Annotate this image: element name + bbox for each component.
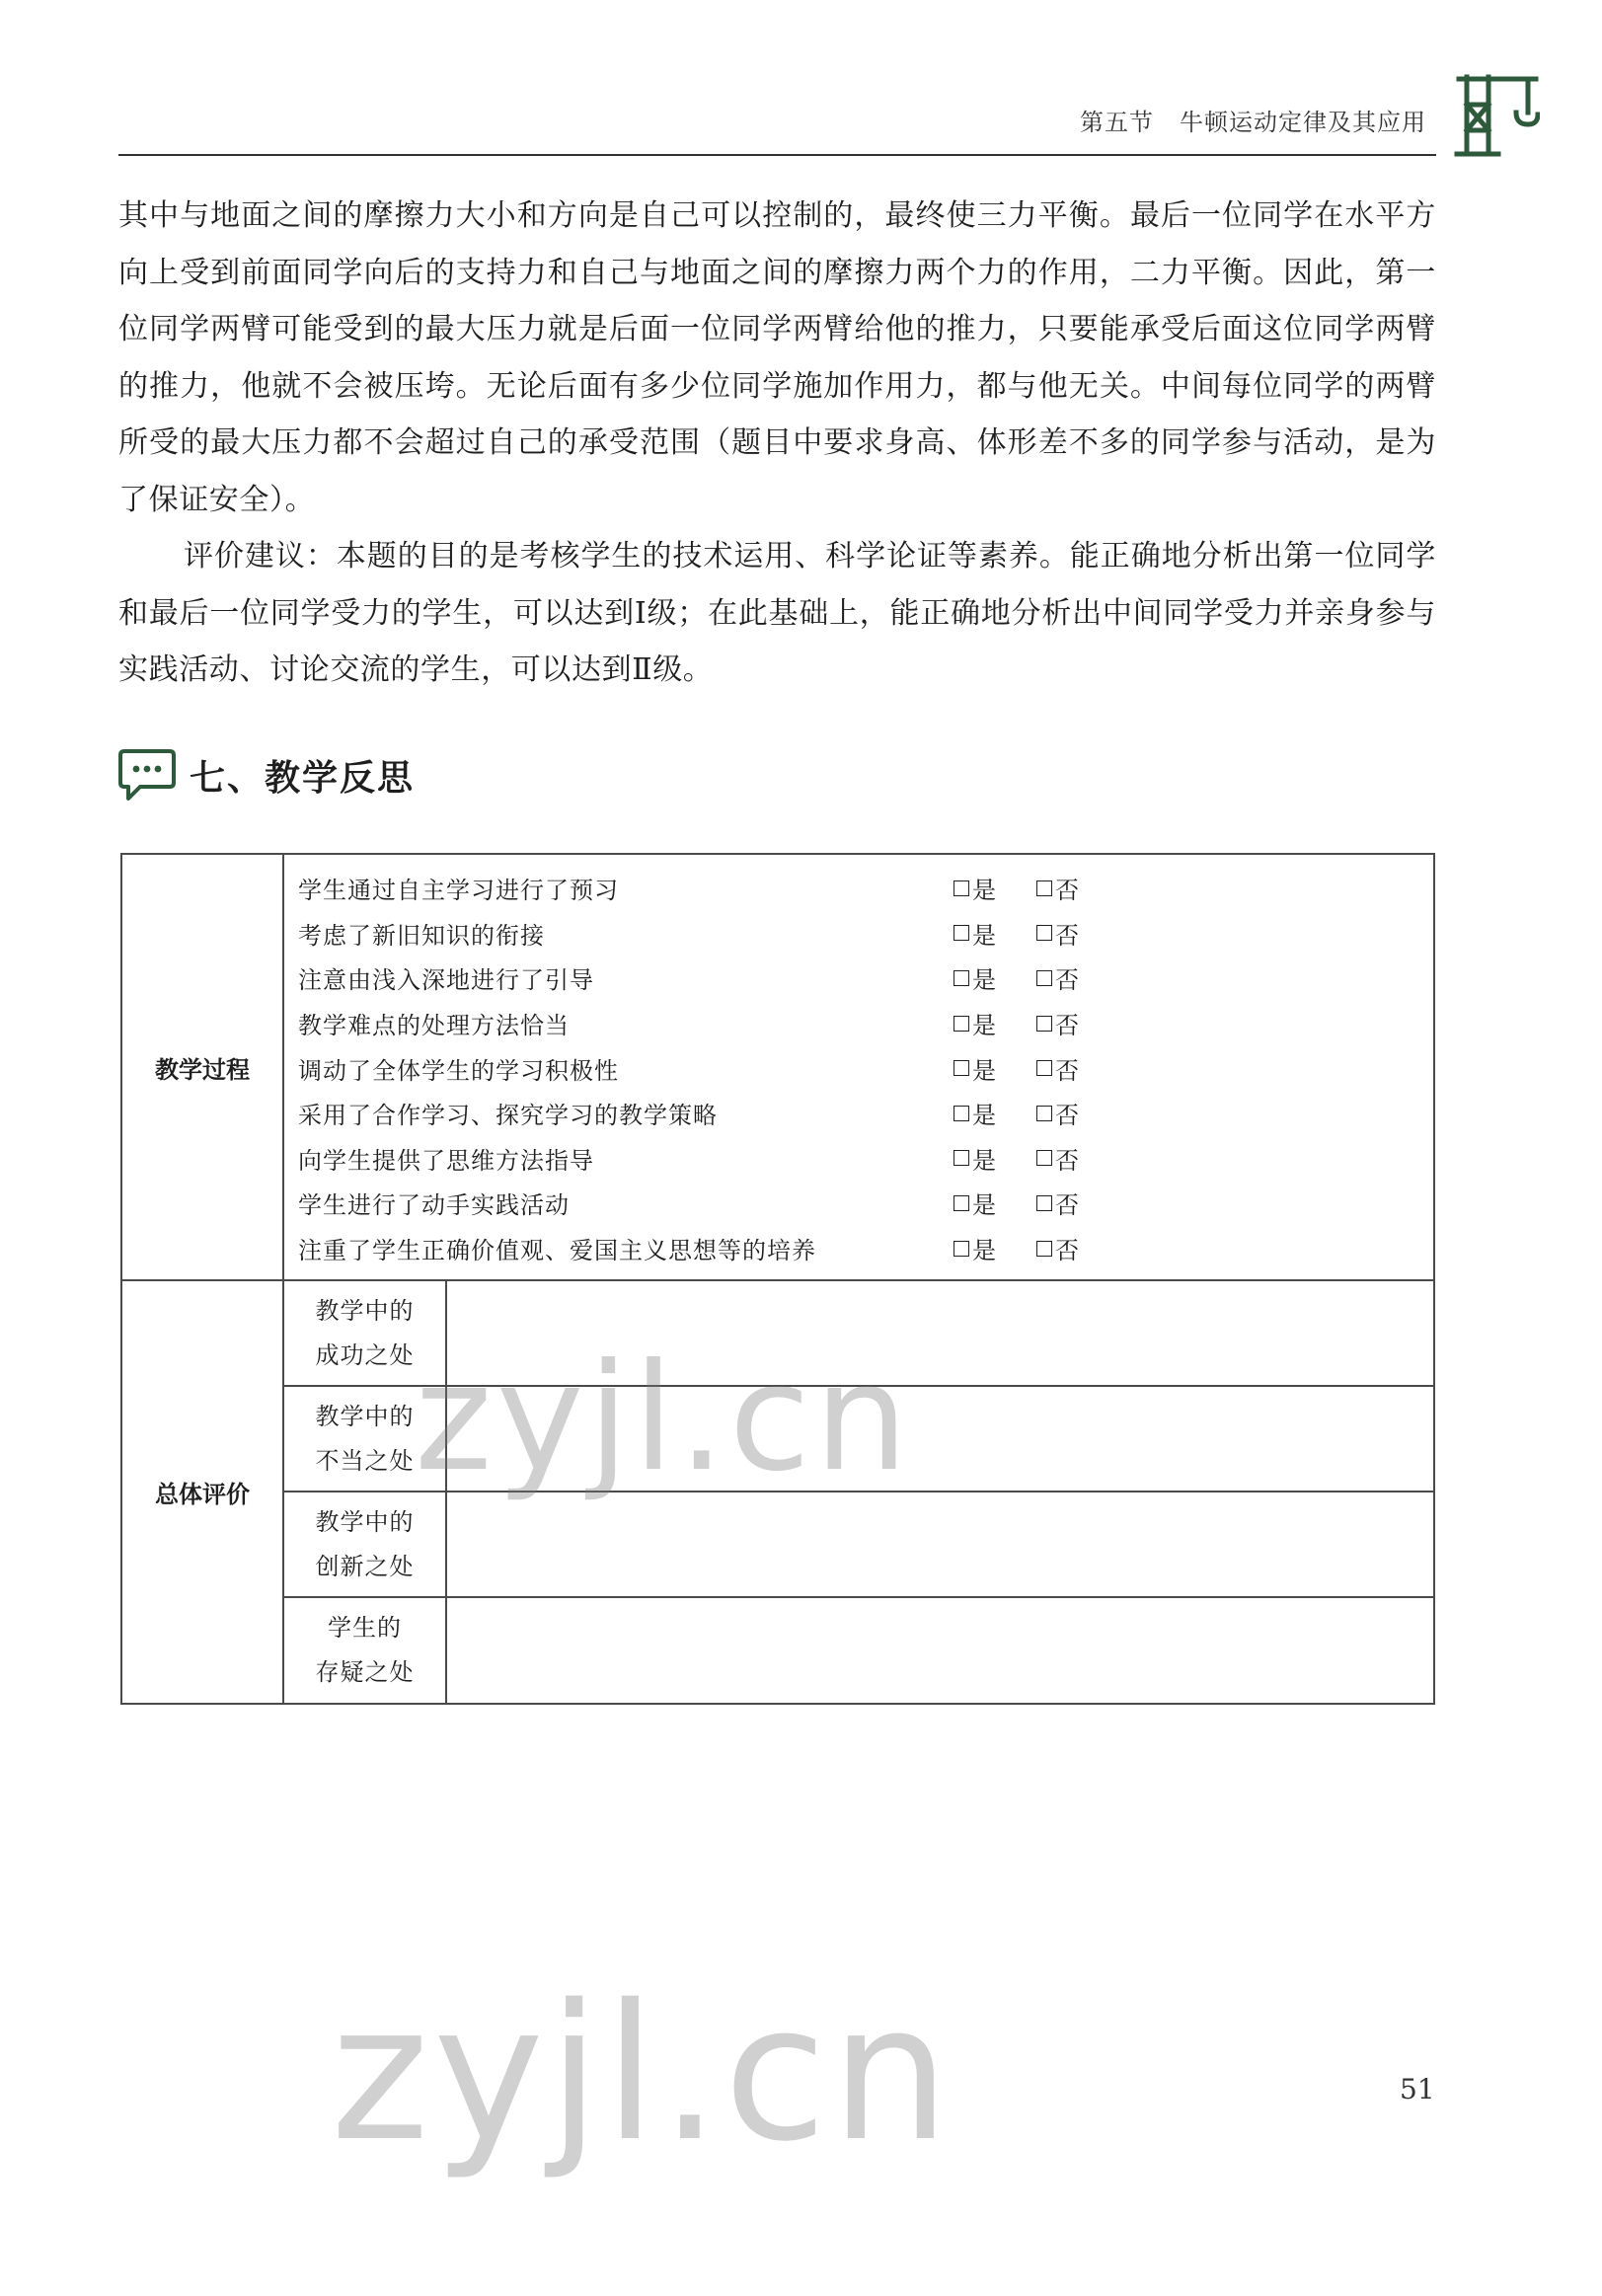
yes-checkbox[interactable] bbox=[954, 871, 1036, 905]
chapter-title: 牛顿运动定律及其应用 bbox=[1180, 109, 1426, 136]
checkbox-icon bbox=[1036, 1150, 1052, 1166]
checkbox-icon bbox=[1036, 880, 1052, 896]
section-label: 第五节 bbox=[1080, 109, 1154, 136]
evaluation-category-line: 教学中的 bbox=[315, 1507, 415, 1536]
overall-evaluation-label: 总体评价 bbox=[121, 1280, 283, 1704]
no-label: 否 bbox=[1055, 921, 1080, 950]
no-checkbox[interactable] bbox=[1036, 916, 1119, 951]
checklist-item bbox=[284, 956, 1433, 1001]
evaluation-category-line: 成功之处 bbox=[315, 1340, 415, 1369]
no-label: 否 bbox=[1055, 877, 1080, 905]
teaching-process-row bbox=[121, 854, 1434, 1280]
yes-checkbox[interactable] bbox=[954, 1186, 1036, 1220]
checklist-item-text: 注重了学生正确价值观、爱国主义思想等的培养 bbox=[298, 1237, 816, 1265]
checklist-item-text: 学生通过自主学习进行了预习 bbox=[298, 877, 619, 905]
process-checklist bbox=[283, 854, 1434, 1280]
checkbox-icon bbox=[954, 1241, 969, 1257]
no-checkbox[interactable] bbox=[1036, 1006, 1119, 1040]
evaluation-category bbox=[283, 1597, 446, 1704]
checkbox-icon bbox=[954, 1060, 969, 1076]
no-checkbox[interactable] bbox=[1036, 1231, 1119, 1265]
checklist-item-text: 学生进行了动手实践活动 bbox=[298, 1191, 570, 1220]
no-label: 否 bbox=[1055, 1146, 1080, 1175]
paragraph-2: 评价建议：本题的目的是考核学生的技术运用、科学论证等素养。能正确地分析出第一位同学和最后一位同学受力的学生，可以达到Ⅰ级；在此基础上，能正确地分析出中间同学受力并亲身参与实践活动、讨论交流的学生，可以达到Ⅱ级。 bbox=[118, 539, 1436, 687]
chapter-logo-icon bbox=[1453, 69, 1540, 160]
yes-checkbox[interactable] bbox=[954, 960, 1036, 995]
checkbox-icon bbox=[954, 880, 969, 896]
checkbox-icon bbox=[1036, 1016, 1052, 1032]
checkbox-icon bbox=[954, 1195, 969, 1211]
overall-evaluation-row bbox=[121, 1597, 1434, 1704]
yes-checkbox[interactable] bbox=[954, 1231, 1036, 1265]
no-label: 否 bbox=[1055, 1237, 1080, 1265]
checkbox-icon bbox=[954, 1106, 969, 1121]
no-label: 否 bbox=[1055, 966, 1080, 995]
evaluation-response-field[interactable] bbox=[446, 1597, 1434, 1704]
checkbox-icon bbox=[954, 1150, 969, 1166]
evaluation-category-line: 教学中的 bbox=[315, 1402, 415, 1430]
section-heading bbox=[118, 745, 415, 804]
watermark-text: zyjl.cn bbox=[415, 1333, 913, 1504]
checkbox-icon bbox=[1036, 1060, 1052, 1076]
watermark-text: zyjl.cn bbox=[331, 1964, 954, 2182]
no-checkbox[interactable] bbox=[1036, 1186, 1119, 1220]
yes-checkbox[interactable] bbox=[954, 1006, 1036, 1040]
checkbox-icon bbox=[1036, 1241, 1052, 1257]
checklist-item bbox=[284, 1136, 1433, 1182]
yes-label: 是 bbox=[972, 1012, 997, 1040]
no-checkbox[interactable] bbox=[1036, 1051, 1119, 1086]
yes-checkbox[interactable] bbox=[954, 1096, 1036, 1130]
no-checkbox[interactable] bbox=[1036, 871, 1119, 905]
speech-bubble-icon bbox=[118, 747, 176, 803]
no-label: 否 bbox=[1055, 1056, 1080, 1085]
yes-checkbox[interactable] bbox=[954, 1141, 1036, 1176]
paragraph-1: 其中与地面之间的摩擦力大小和方向是自己可以控制的，最终使三力平衡。最后一位同学在水平方向上受到前面同学向后的支持力和自己与地面之间的摩擦力两个力的作用，二力平衡。因此，第一位同学两臂可能受到的最大压力就是后面一位同学两臂给他的推力，只要能承受后面这位同学两臂的推力，他就不会被压垮。无论后面有多少位同学施加作用力，都与他无关。中间每位同学的两臂所受的最大压力都不会超过自己的承受范围（题目中要求身高、体形差不多的同学参与活动，是为了保证安全）。 bbox=[118, 198, 1436, 517]
page-number: 51 bbox=[1400, 2073, 1435, 2105]
checkbox-icon bbox=[1036, 1195, 1052, 1211]
evaluation-category-line: 存疑之处 bbox=[315, 1658, 415, 1687]
checklist-item bbox=[284, 1226, 1433, 1271]
checklist-item-text: 采用了合作学习、探究学习的教学策略 bbox=[298, 1102, 718, 1130]
no-label: 否 bbox=[1055, 1191, 1080, 1220]
yes-label: 是 bbox=[972, 1146, 997, 1175]
checklist-item bbox=[284, 1091, 1433, 1136]
yes-checkbox[interactable] bbox=[954, 916, 1036, 951]
checkbox-icon bbox=[1036, 925, 1052, 941]
checklist-item bbox=[284, 911, 1433, 957]
checklist-item bbox=[284, 1045, 1433, 1091]
overall-evaluation-row bbox=[121, 1492, 1434, 1597]
reflection-table bbox=[120, 853, 1435, 1705]
checklist-item-text: 注意由浅入深地进行了引导 bbox=[298, 966, 594, 995]
yes-checkbox[interactable] bbox=[954, 1051, 1036, 1086]
evaluation-category-line: 创新之处 bbox=[315, 1552, 415, 1580]
yes-label: 是 bbox=[972, 1237, 997, 1265]
yes-label: 是 bbox=[972, 877, 997, 905]
checklist-item-text: 考虑了新旧知识的衔接 bbox=[298, 921, 545, 950]
checklist-item-text: 调动了全体学生的学习积极性 bbox=[298, 1056, 619, 1085]
header-rule bbox=[118, 154, 1436, 156]
body-text bbox=[118, 188, 1436, 699]
evaluation-category-line: 不当之处 bbox=[315, 1446, 415, 1475]
running-header bbox=[1080, 103, 1426, 137]
checklist-item-text: 向学生提供了思维方法指导 bbox=[298, 1146, 594, 1175]
yes-label: 是 bbox=[972, 921, 997, 950]
checkbox-icon bbox=[954, 1016, 969, 1032]
no-label: 否 bbox=[1055, 1012, 1080, 1040]
yes-label: 是 bbox=[972, 1191, 997, 1220]
checklist-item bbox=[284, 1181, 1433, 1226]
checklist-item-text: 教学难点的处理方法恰当 bbox=[298, 1012, 570, 1040]
no-label: 否 bbox=[1055, 1102, 1080, 1130]
evaluation-category-line: 学生的 bbox=[328, 1614, 402, 1643]
evaluation-category-line: 教学中的 bbox=[315, 1296, 415, 1325]
section-title: 七、教学反思 bbox=[190, 757, 416, 799]
evaluation-response-field[interactable] bbox=[446, 1492, 1434, 1597]
checklist-item bbox=[284, 1001, 1433, 1046]
no-checkbox[interactable] bbox=[1036, 1096, 1119, 1130]
checkbox-icon bbox=[1036, 970, 1052, 986]
yes-label: 是 bbox=[972, 1056, 997, 1085]
checkbox-icon bbox=[954, 925, 969, 941]
yes-label: 是 bbox=[972, 1102, 997, 1130]
yes-label: 是 bbox=[972, 966, 997, 995]
teaching-process-label: 教学过程 bbox=[121, 854, 283, 1280]
evaluation-category bbox=[283, 1492, 446, 1597]
checkbox-icon bbox=[954, 970, 969, 986]
checkbox-icon bbox=[1036, 1106, 1052, 1121]
checklist-item bbox=[284, 866, 1433, 911]
no-checkbox[interactable] bbox=[1036, 960, 1119, 995]
no-checkbox[interactable] bbox=[1036, 1141, 1119, 1176]
